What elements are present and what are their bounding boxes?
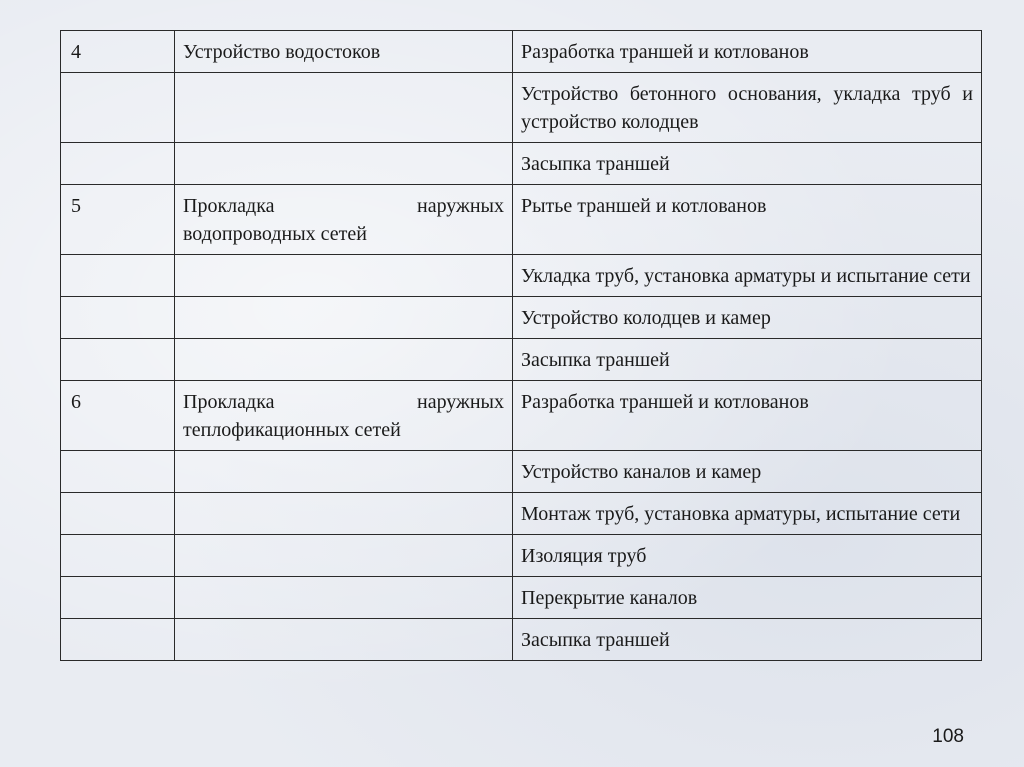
table-row: [61, 535, 982, 577]
work-stage-cell: Устройство колодцев и камер: [513, 297, 982, 339]
works-table: [60, 30, 982, 661]
table-row: [61, 339, 982, 381]
work-stage-cell: Разработка траншей и котлованов: [513, 31, 982, 73]
row-number-cell: [61, 535, 175, 577]
row-number-cell: [61, 73, 175, 143]
row-number-cell: [61, 451, 175, 493]
table-row: [61, 297, 982, 339]
work-type-cell: [175, 143, 513, 185]
table-row: [61, 73, 982, 143]
work-type-cell: [175, 297, 513, 339]
row-number-cell: 4: [61, 31, 175, 73]
page-number: 108: [932, 726, 964, 747]
row-number-cell: 6: [61, 381, 175, 451]
table-row: [61, 143, 982, 185]
work-type-cell: Прокладка наружных теплофикационных сетей: [175, 381, 513, 451]
table-row: [61, 451, 982, 493]
work-stage-cell: Укладка труб, установка арматуры и испытание сети: [513, 255, 982, 297]
table-row: [61, 185, 982, 255]
row-number-cell: [61, 577, 175, 619]
table-row: [61, 619, 982, 661]
table-row: [61, 255, 982, 297]
row-number-cell: [61, 255, 175, 297]
work-type-cell: [175, 535, 513, 577]
work-stage-cell: Разработка траншей и котлованов: [513, 381, 982, 451]
row-number-cell: [61, 143, 175, 185]
work-stage-cell: Изоляция труб: [513, 535, 982, 577]
row-number-cell: [61, 493, 175, 535]
row-number-cell: [61, 297, 175, 339]
work-type-cell: [175, 255, 513, 297]
work-stage-cell: Перекрытие каналов: [513, 577, 982, 619]
work-type-cell: [175, 73, 513, 143]
work-type-cell: [175, 339, 513, 381]
work-type-cell: [175, 619, 513, 661]
row-number-cell: [61, 339, 175, 381]
work-type-cell: [175, 577, 513, 619]
work-type-cell: [175, 451, 513, 493]
table-row: [61, 381, 982, 451]
work-type-cell: [175, 493, 513, 535]
work-stage-cell: Устройство бетонного основания, укладка труб и устройство колодцев: [513, 73, 982, 143]
table-row: [61, 493, 982, 535]
work-stage-cell: Засыпка траншей: [513, 339, 982, 381]
row-number-cell: 5: [61, 185, 175, 255]
table-row: [61, 31, 982, 73]
table-row: [61, 577, 982, 619]
work-stage-cell: Устройство каналов и камер: [513, 451, 982, 493]
work-stage-cell: Монтаж труб, установка арматуры, испытание сети: [513, 493, 982, 535]
work-type-cell: Устройство водостоков: [175, 31, 513, 73]
row-number-cell: [61, 619, 175, 661]
work-type-cell: Прокладка наружных водопроводных сетей: [175, 185, 513, 255]
work-stage-cell: Засыпка траншей: [513, 143, 982, 185]
work-stage-cell: Засыпка траншей: [513, 619, 982, 661]
work-stage-cell: Рытье траншей и котлованов: [513, 185, 982, 255]
